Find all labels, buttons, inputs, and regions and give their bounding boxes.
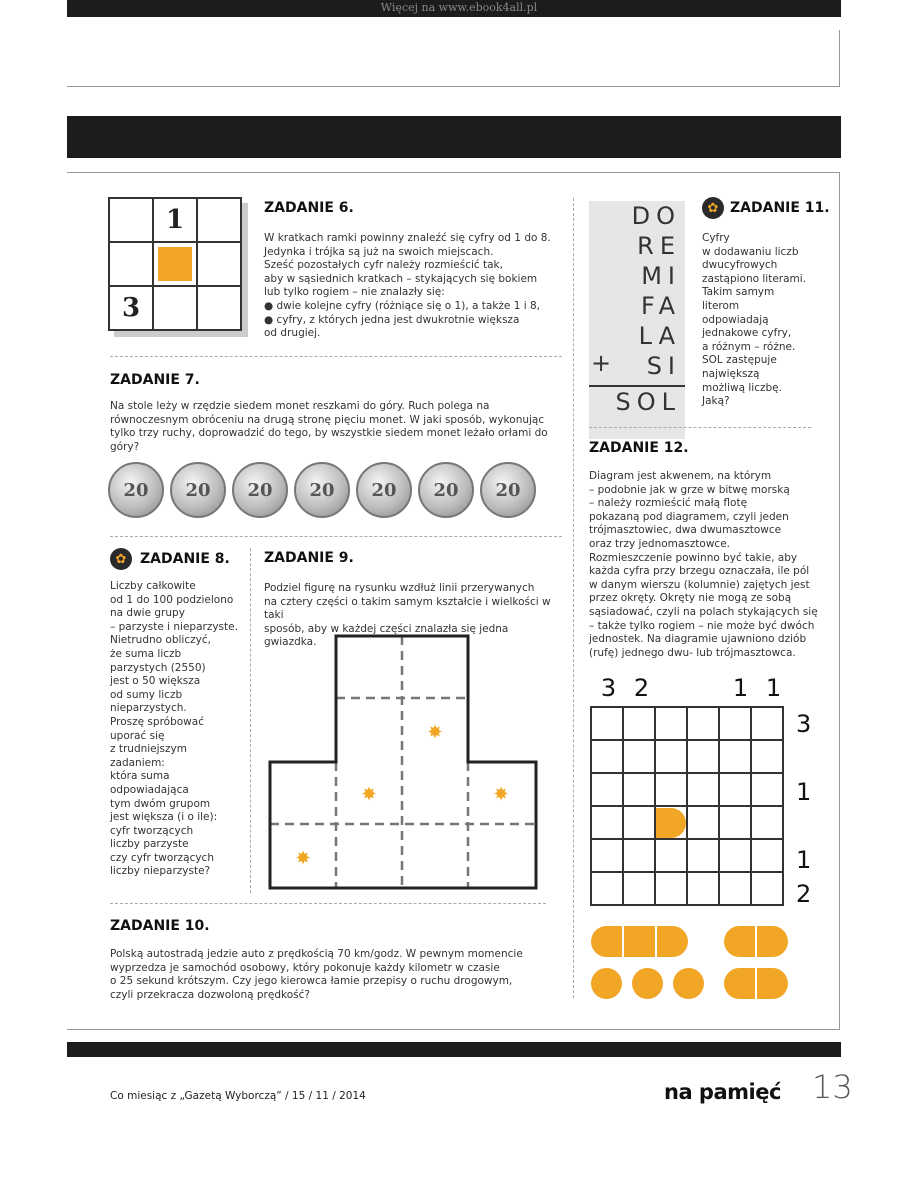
- z8-header: [110, 548, 230, 570]
- coin: 20: [232, 462, 288, 518]
- divider: [110, 903, 546, 904]
- row-clue: 1: [796, 846, 812, 874]
- z11-text: Cyfry w dodawaniu liczb dwucyfrowych zastąpiono literami. Takim samym literom odpowiadają jednakowe cyfry, a różnym – różne. SOL zastępuje największą możliwą liczbę. Jaką?: [702, 232, 807, 408]
- coin: 20: [170, 462, 226, 518]
- row-clue: [796, 741, 811, 775]
- fleet-three-master: [591, 926, 688, 957]
- coin: 20: [108, 462, 164, 518]
- divider: [573, 198, 574, 998]
- z7-text: Na stole leży w rzędzie siedem monet reszkami do góry. Ruch polega na równoczesnym obróceniu na drugą stronę pięciu monet. W jaki sposób, wykonując tylko trzy ruchy, doprowadzić do tego, by wszystkie siedem monet leżało orłami do góry?: [110, 400, 548, 453]
- z12-col-clues: [592, 674, 790, 702]
- z11-row: FA: [640, 292, 681, 320]
- page-number: 13: [812, 1068, 853, 1106]
- z6-grid: [108, 197, 242, 331]
- z11-header: [702, 197, 830, 219]
- fleet-two-master: [724, 968, 788, 999]
- z9-text: Podziel figurę na rysunku wzdłuż linii przerywanych na cztery części o takim samym kształcie i wielkości w taki sposób, aby w każdej części znalazła się jedna gwiazdka.: [264, 582, 551, 649]
- z12-title: ZADANIE 12.: [589, 440, 689, 456]
- col-clue: 2: [633, 674, 650, 702]
- z6-text: W kratkach ramki powinny znaleźć się cyfry od 1 do 8. Jedynka i trójka są już na swoich miejscach. Sześć pozostałych cyfr należy rozmieścić tak, aby w sąsiednich kratkach – stykających się bokiem lub tylko rogiem – nie znalazły się: ● dwie kolejne cyfry (różniące się o 1), a także 1 i 8, ● cyfry, z których jedna jest dwukrotnie większa od drugiej.: [264, 232, 551, 340]
- divider: [110, 536, 562, 537]
- col-clue: 1: [765, 674, 782, 702]
- z12-grid-table: [590, 706, 784, 906]
- row-clue: 1: [796, 778, 812, 806]
- col-clue: [658, 674, 691, 702]
- z11-title: ZADANIE 11.: [730, 200, 830, 216]
- star-icon: ✸: [427, 722, 443, 743]
- footer-brand: na pamięć: [664, 1080, 781, 1104]
- z9-title: ZADANIE 9.: [264, 550, 354, 566]
- watermark: Więcej na www.ebook4all.pl: [380, 1, 538, 14]
- divider: [110, 356, 562, 357]
- star-icon: ✸: [295, 848, 311, 869]
- col-clue: 1: [732, 674, 749, 702]
- row-clue: [796, 809, 811, 843]
- star-icon: ✸: [493, 784, 509, 805]
- footer-left: Co miesiąc z „Gazetą Wyborczą” / 15 / 11 / 2014: [110, 1090, 366, 1102]
- z7-title: ZADANIE 7.: [110, 372, 200, 388]
- z11-row: MI: [641, 262, 681, 290]
- divider: [250, 548, 251, 893]
- coin-row: [108, 462, 536, 518]
- section-bar: [67, 116, 841, 158]
- z11-row: RE: [637, 232, 681, 260]
- coin: 20: [418, 462, 474, 518]
- z12-row-clues: [796, 707, 811, 911]
- brain-icon: ✿: [702, 197, 724, 219]
- z12-grid: [590, 706, 784, 906]
- coin: 20: [480, 462, 536, 518]
- divider: [589, 427, 811, 428]
- revealed-bow-cell: [655, 806, 687, 839]
- z9-figure: [266, 632, 540, 890]
- row-clue: 2: [796, 880, 812, 908]
- z6-grid-table: [108, 197, 242, 331]
- star-icon: ✸: [361, 784, 377, 805]
- plus-sign: +: [591, 349, 612, 377]
- z11-row: LA: [638, 322, 681, 350]
- z8-text: Liczby całkowite od 1 do 100 podzielono na dwie grupy – parzyste i nieparzyste. Nietrudno obliczyć, że suma liczb parzystych (2550) jest o 50 większa od sumy liczb nieparzystych. Proszę spróbować uporać się z trudniejszym zadaniem: która suma odpowiadająca tym dwóm grupom jest większa (i o ile): cyfr tworzących liczby parzyste czy cyfr tworzących liczby nieparzyste?: [110, 580, 238, 878]
- z11-row: DO: [631, 202, 681, 230]
- z11-result: SOL: [589, 385, 685, 417]
- header-box: [67, 30, 840, 87]
- z11-row: SI: [646, 352, 681, 380]
- z6-title: ZADANIE 6.: [264, 200, 354, 216]
- coin: 20: [356, 462, 412, 518]
- z12-text: Diagram jest akwenem, na którym – podobnie jak w grze w bitwę morską – należy rozmieścić małą flotę pokazaną pod diagramem, czyli jeden trójmasztowiec, dwa dwumasztowce oraz trzy jednomasztowce. Rozmieszczenie powinno być takie, aby każda cyfra przy brzegu oznaczała, ile pól w danym wierszu (kolumnie) zajętych jest przez okręty. Okręty nie mogą ze sobą sąsiadować, czyli na polach stykających się – także tylko rogiem – nie może być dwóch jednostek. Na diagramie ujawniono dziób (rufę) jednego dwu- lub trójmasztowca.: [589, 470, 818, 659]
- row-clue: 3: [796, 710, 812, 738]
- coin: 20: [294, 462, 350, 518]
- col-clue: 3: [600, 674, 617, 702]
- fleet-one-masters: [591, 968, 704, 999]
- z11-sum: [589, 201, 685, 439]
- fleet-two-master: [724, 926, 788, 957]
- bottom-bar: [67, 1042, 841, 1057]
- col-clue: [691, 674, 724, 702]
- z6-cell-1: 1: [153, 198, 197, 242]
- z10-title: ZADANIE 10.: [110, 918, 210, 934]
- z6-cell-3: 3: [109, 286, 153, 330]
- z6-highlight-cell: [153, 242, 197, 286]
- z8-title: ZADANIE 8.: [140, 551, 230, 567]
- z10-text: Polską autostradą jedzie auto z prędkością 70 km/godz. W pewnym momencie wyprzedza je samochód osobowy, który pokonuje każdy kilometr w czasie o 25 sekund krótszym. Czy jego kierowca łamie przepisy o ruchu drogowym, czyli przekracza dozwoloną prędkość?: [110, 948, 523, 1001]
- brain-icon: ✿: [110, 548, 132, 570]
